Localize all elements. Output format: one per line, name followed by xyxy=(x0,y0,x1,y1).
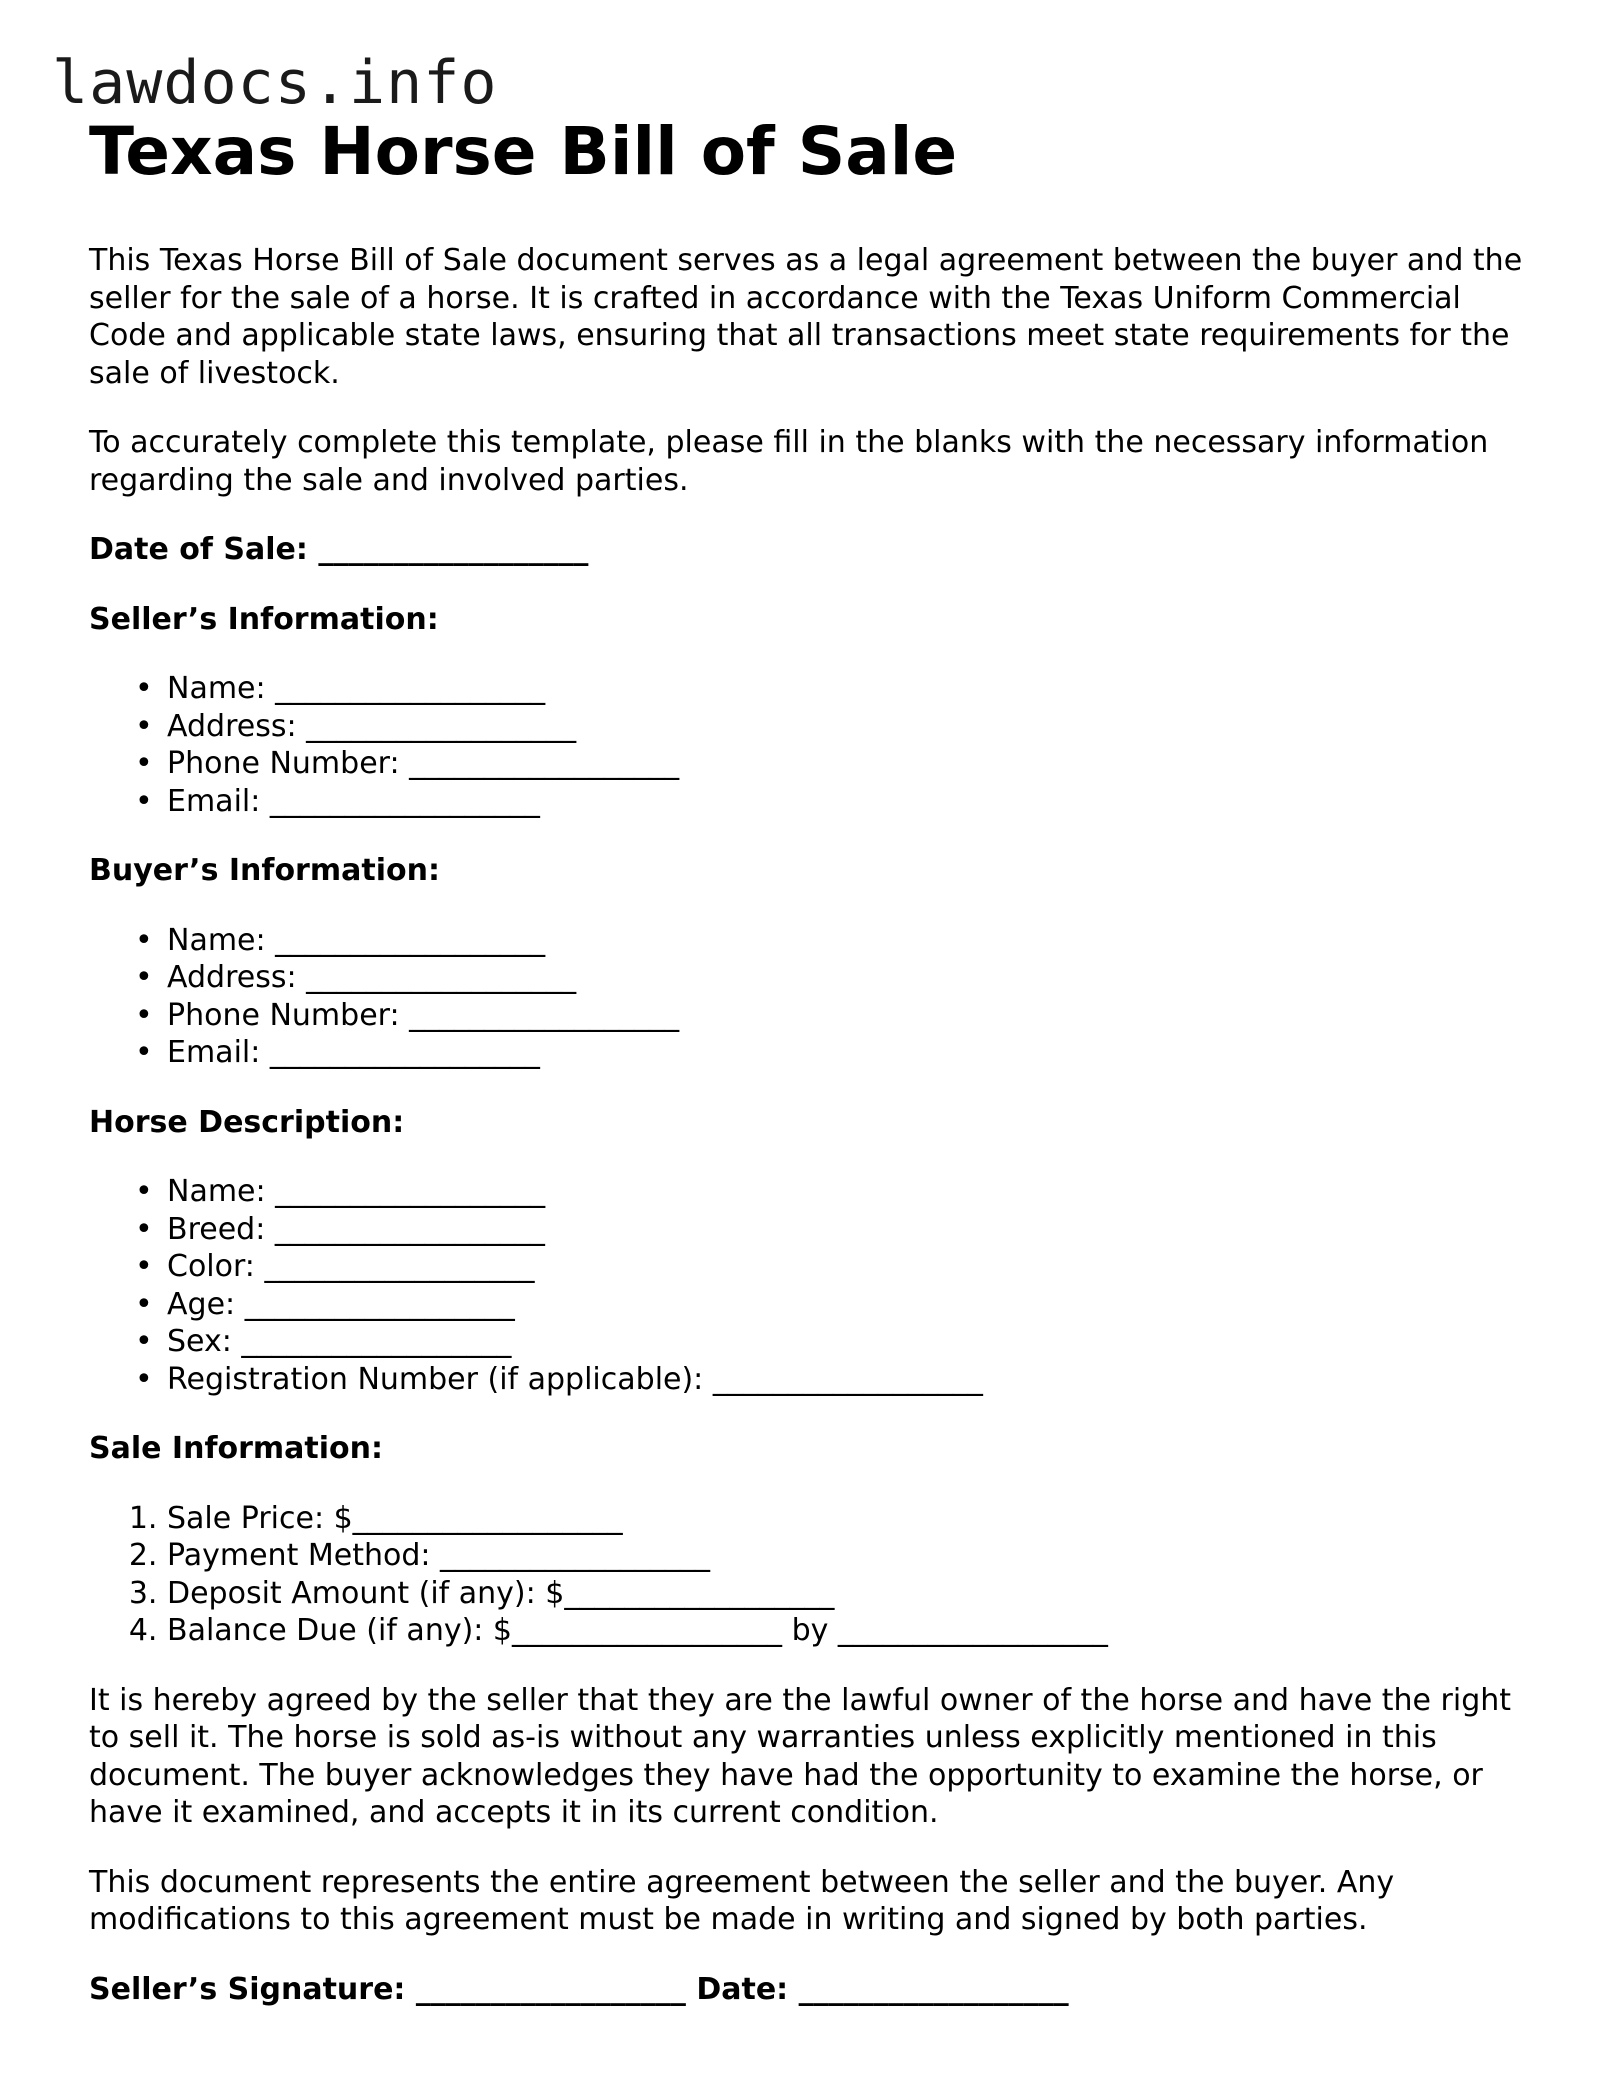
list-item xyxy=(167,1034,1529,1072)
date-of-sale-label: Date of Sale: xyxy=(89,532,308,567)
buyer-address-label: Address: xyxy=(167,960,297,995)
payment-method-label: Payment Method: xyxy=(167,1538,431,1573)
buyer-email-label: Email: xyxy=(167,1035,261,1070)
sale-heading: Sale Information: xyxy=(89,1431,383,1466)
horse-registration-blank[interactable]: __________________ xyxy=(712,1361,983,1397)
buyer-phone-label: Phone Number: xyxy=(167,997,400,1033)
list-item xyxy=(167,1173,1529,1211)
horse-sex-blank[interactable]: __________________ xyxy=(241,1324,512,1359)
buyer-email-blank[interactable]: __________________ xyxy=(269,1035,540,1070)
horse-sex-label: Sex: xyxy=(167,1324,232,1359)
list-item xyxy=(167,670,1529,708)
list-item xyxy=(167,1323,1529,1361)
list-item xyxy=(167,922,1529,960)
horse-fields-list xyxy=(89,1173,1529,1398)
buyer-address-blank[interactable]: __________________ xyxy=(306,960,577,995)
date-of-sale-line xyxy=(89,531,1529,569)
list-item xyxy=(167,1286,1529,1324)
deposit-label: Deposit Amount (if any): $ xyxy=(167,1575,565,1611)
list-item xyxy=(167,745,1529,783)
sale-price-blank[interactable]: __________________ xyxy=(352,1500,623,1536)
signature-line xyxy=(89,1971,1529,2009)
entire-agreement-paragraph: This document represents the entire agreement between the seller and the buyer. Any modifications to this agreement must be made in writing and signed by both parties. xyxy=(89,1864,1395,1937)
buyer-name-blank[interactable]: __________________ xyxy=(275,922,546,958)
buyer-phone-blank[interactable]: __________________ xyxy=(409,997,680,1033)
seller-fields-list xyxy=(89,670,1529,820)
page-title: Texas Horse Bill of Sale xyxy=(89,113,958,190)
seller-signature-blank[interactable]: __________________ xyxy=(415,1971,686,2007)
seller-email-blank[interactable]: __________________ xyxy=(269,783,540,819)
buyer-name-label: Name: xyxy=(167,922,266,958)
balance-by-label: by xyxy=(791,1613,829,1648)
horse-name-label: Name: xyxy=(167,1174,266,1209)
list-item xyxy=(167,1500,1529,1538)
list-item xyxy=(167,1537,1529,1575)
deposit-blank[interactable]: __________________ xyxy=(564,1575,835,1611)
buyer-heading: Buyer’s Information: xyxy=(89,853,440,888)
seller-phone-label: Phone Number: xyxy=(167,746,400,781)
sale-fields-list xyxy=(89,1500,1529,1650)
list-item xyxy=(167,1248,1529,1286)
seller-address-blank[interactable]: __________________ xyxy=(306,708,577,744)
horse-color-blank[interactable]: __________________ xyxy=(264,1249,535,1284)
horse-age-label: Age: xyxy=(167,1286,236,1322)
instructions-paragraph: To accurately complete this template, please fill in the blanks with the necessary information regarding the sale and involved parties. xyxy=(89,425,1489,498)
list-item xyxy=(167,1575,1529,1613)
document-body xyxy=(89,112,1529,2008)
list-item xyxy=(167,959,1529,997)
watermark-logo: lawdocs.info xyxy=(52,48,498,118)
list-item xyxy=(167,708,1529,746)
balance-blank[interactable]: __________________ xyxy=(512,1613,783,1648)
balance-label: Balance Due (if any): $ xyxy=(167,1613,513,1648)
seller-name-label: Name: xyxy=(167,671,266,706)
payment-method-blank[interactable]: __________________ xyxy=(440,1538,711,1573)
horse-breed-label: Breed: xyxy=(167,1211,266,1247)
horse-name-blank[interactable]: __________________ xyxy=(275,1174,546,1209)
list-item xyxy=(167,997,1529,1035)
list-item xyxy=(167,1612,1529,1650)
seller-heading: Seller’s Information: xyxy=(89,601,439,637)
list-item xyxy=(167,1211,1529,1249)
seller-name-blank[interactable]: __________________ xyxy=(275,671,546,706)
horse-registration-label: Registration Number (if applicable): xyxy=(167,1361,704,1397)
seller-address-label: Address: xyxy=(167,708,297,744)
horse-heading: Horse Description: xyxy=(89,1104,405,1140)
list-item xyxy=(167,1361,1529,1399)
seller-email-label: Email: xyxy=(167,783,261,819)
seller-phone-blank[interactable]: __________________ xyxy=(409,746,680,781)
horse-age-blank[interactable]: __________________ xyxy=(244,1286,515,1322)
list-item xyxy=(167,783,1529,821)
horse-breed-blank[interactable]: __________________ xyxy=(274,1211,545,1247)
signature-date-blank[interactable]: __________________ xyxy=(798,1971,1069,2007)
buyer-fields-list xyxy=(89,922,1529,1072)
agreement-paragraph: It is hereby agreed by the seller that they are the lawful owner of the horse and have the right to sell it. The horse is sold as-is without any warranties unless explicitly mentioned in this document. The buyer acknowledges they have had the opportunity to examine the horse, or have it examined, and accepts it in its current condition. xyxy=(89,1682,1512,1830)
intro-paragraph: This Texas Horse Bill of Sale document serves as a legal agreement between the buyer and the seller for the sale of a horse. It is crafted in accordance with the Texas Uniform Commercial Code and applicable state laws, ensuring that all transactions meet state requirements for the sale of livestock. xyxy=(89,243,1523,391)
signature-date-label: Date: xyxy=(696,1971,789,2007)
date-of-sale-blank[interactable]: __________________ xyxy=(318,532,589,567)
horse-color-label: Color: xyxy=(167,1249,255,1284)
seller-signature-label: Seller’s Signature: xyxy=(89,1971,406,2007)
sale-price-label: Sale Price: $ xyxy=(167,1500,353,1536)
balance-due-date-blank[interactable]: __________________ xyxy=(837,1613,1108,1648)
